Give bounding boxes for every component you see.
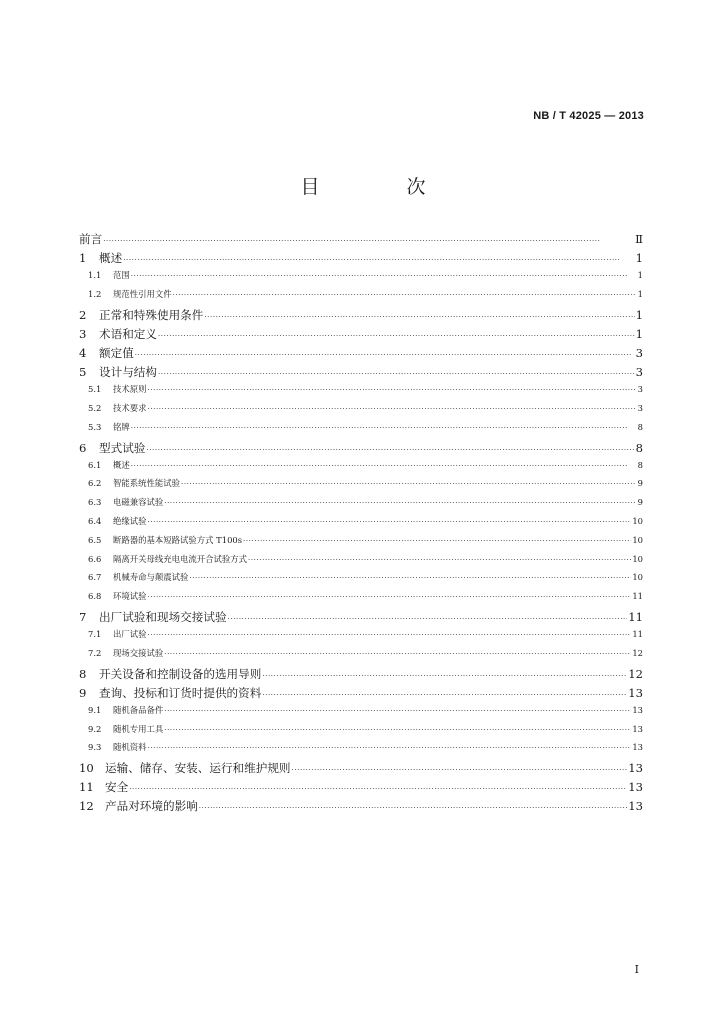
toc-entry-number: 6.8 <box>88 591 102 602</box>
toc-entry-number: 1.1 <box>88 270 102 281</box>
toc-subentry[interactable] <box>79 383 643 402</box>
toc-subentry[interactable] <box>79 402 643 421</box>
toc-entry-page: 8 <box>635 440 643 455</box>
toc-entry-page: 8 <box>637 459 643 470</box>
toc-subentry[interactable] <box>79 571 643 590</box>
toc-entry[interactable] <box>79 760 643 779</box>
toc-subentry[interactable] <box>79 496 643 515</box>
toc-entry-title: 概述 <box>99 251 123 266</box>
standard-number: NB / T 42025 — 2013 <box>533 110 644 122</box>
dot-leader <box>123 256 634 264</box>
toc-entry-title: 隔离开关母线充电电流开合试验方式 <box>113 553 247 564</box>
toc-entry-page: 1 <box>635 307 643 322</box>
toc-entry-page: 10 <box>632 516 643 527</box>
toc-subentry[interactable] <box>79 477 643 496</box>
toc-entry-number: 6 <box>79 440 87 455</box>
dot-leader <box>248 556 631 564</box>
toc-entry-page: 3 <box>635 365 643 380</box>
toc-entry-number: 11 <box>79 780 94 795</box>
toc-entry[interactable] <box>79 440 643 459</box>
dot-leader <box>103 237 634 245</box>
toc-entry-page: 13 <box>628 685 643 700</box>
page-number: I <box>634 963 639 976</box>
toc-entry-number: 12 <box>79 799 94 814</box>
toc-entry-page: 3 <box>637 402 643 413</box>
toc-entry-title: 概述 <box>113 459 130 470</box>
toc-entry-title: 查询、投标和订货时提供的资料 <box>99 685 262 700</box>
toc-entry-number: 6.4 <box>88 516 102 527</box>
dot-leader <box>158 332 635 340</box>
toc-entry-title: 规范性引用文件 <box>113 288 172 299</box>
toc-entry-title: 环境试验 <box>113 591 147 602</box>
toc-entry[interactable] <box>79 231 643 250</box>
toc-entry-title: 前言 <box>79 232 103 246</box>
toc-entry-number: 6.2 <box>88 478 102 489</box>
toc-entry-number: 9 <box>79 685 87 700</box>
toc-entry-number: 6.1 <box>88 459 102 470</box>
toc-entry-page: 10 <box>632 572 643 583</box>
toc-subentry[interactable] <box>79 515 643 534</box>
toc-entry[interactable] <box>79 685 643 704</box>
toc-entry-number: 5 <box>79 365 87 380</box>
toc-entry-page: 13 <box>628 799 643 814</box>
dot-leader <box>164 499 636 507</box>
toc-entry[interactable] <box>79 364 643 383</box>
toc-entry-number: 1.2 <box>88 288 102 299</box>
toc-entry-number: 8 <box>79 666 87 681</box>
toc-subentry[interactable] <box>79 421 643 440</box>
dot-leader <box>164 726 631 734</box>
toc-entry-title: 智能系统性能试验 <box>113 478 180 489</box>
dot-leader <box>135 351 635 359</box>
toc-entry-title: 机械寿命与颠震试验 <box>113 572 189 583</box>
toc-entry-number: 6.5 <box>88 534 102 545</box>
toc-entry-page: 1 <box>635 326 643 341</box>
toc-entry-title: 额定值 <box>99 345 134 360</box>
dot-leader <box>131 462 636 470</box>
toc-entry-number: 9.3 <box>88 742 102 753</box>
toc-entry-title: 运输、储存、安装、运行和维护规则 <box>105 761 291 776</box>
toc-entry[interactable] <box>79 779 643 798</box>
dot-leader <box>131 272 636 280</box>
toc-entry-page: 3 <box>637 384 643 395</box>
toc-entry-number: 4 <box>79 345 87 360</box>
toc-entry-page: 12 <box>632 647 643 658</box>
table-of-contents <box>79 231 643 818</box>
toc-entry-number: 7.2 <box>88 647 102 658</box>
toc-entry-page: 11 <box>632 591 643 602</box>
dot-leader <box>243 537 631 545</box>
toc-entry-number: 5.2 <box>88 402 102 413</box>
toc-entry-title: 随机资料 <box>113 742 147 753</box>
dot-leader <box>173 291 636 299</box>
toc-entry-page: 9 <box>637 497 643 508</box>
toc-entry-page: 9 <box>637 478 643 489</box>
toc-entry-title: 产品对环境的影响 <box>105 799 198 814</box>
toc-entry-title: 术语和定义 <box>99 326 157 341</box>
toc-entry-title: 断路器的基本短路试验方式 T100s <box>113 534 243 545</box>
toc-entry-page: 13 <box>632 704 643 715</box>
toc-entry-page: 12 <box>628 666 643 681</box>
toc-entry-number: 6.3 <box>88 497 102 508</box>
toc-entry-page: 1 <box>637 270 643 281</box>
toc-entry-title: 设计与结构 <box>99 365 157 380</box>
toc-entry-number: 6.7 <box>88 572 102 583</box>
toc-subentry[interactable] <box>79 723 643 742</box>
dot-leader <box>262 672 627 680</box>
toc-entry-page: 10 <box>632 553 643 564</box>
toc-entry-number: 9.1 <box>88 704 102 715</box>
toc-subentry[interactable] <box>79 590 643 609</box>
toc-entry[interactable] <box>79 798 643 817</box>
toc-entry-title: 正常和特殊使用条件 <box>99 307 204 322</box>
toc-entry[interactable] <box>79 307 643 326</box>
toc-entry-page: Ⅱ <box>635 232 643 246</box>
toc-entry-page: 10 <box>632 534 643 545</box>
toc-entry[interactable] <box>79 326 643 345</box>
toc-title: 目 次 <box>300 176 460 198</box>
dot-leader <box>148 518 632 526</box>
toc-subentry[interactable] <box>79 269 643 288</box>
dot-leader <box>181 480 636 488</box>
dot-leader <box>164 707 631 715</box>
dot-leader <box>129 785 627 793</box>
toc-entry-page: 3 <box>635 345 643 360</box>
dot-leader <box>158 370 635 378</box>
dot-leader <box>189 574 631 582</box>
toc-subentry[interactable] <box>79 288 643 307</box>
toc-entry-title: 铭牌 <box>113 421 130 432</box>
toc-entry-number: 2 <box>79 307 87 322</box>
toc-entry-page: 13 <box>628 761 643 776</box>
toc-entry-number: 5.1 <box>88 384 102 395</box>
toc-entry-page: 8 <box>637 421 643 432</box>
toc-entry-title: 技术要求 <box>113 402 147 413</box>
toc-entry[interactable] <box>79 250 643 269</box>
toc-entry-title: 型式试验 <box>99 440 146 455</box>
dot-leader <box>148 593 632 601</box>
toc-subentry[interactable] <box>79 459 643 478</box>
toc-subentry[interactable] <box>79 647 643 666</box>
toc-entry-page: 13 <box>632 742 643 753</box>
dot-leader <box>199 804 627 812</box>
toc-entry-page: 1 <box>637 288 643 299</box>
toc-entry-number: 7 <box>79 610 87 625</box>
toc-entry[interactable] <box>79 609 643 628</box>
toc-entry[interactable] <box>79 666 643 685</box>
dot-leader <box>148 386 637 394</box>
dot-leader <box>262 691 627 699</box>
toc-entry-number: 10 <box>79 761 94 776</box>
toc-entry-number: 6.6 <box>88 553 102 564</box>
toc-subentry[interactable] <box>79 534 643 553</box>
toc-entry-number: 3 <box>79 326 87 341</box>
toc-subentry[interactable] <box>79 553 643 572</box>
toc-entry-title: 出厂试验 <box>113 629 147 640</box>
dot-leader <box>228 615 628 623</box>
toc-entry-number: 7.1 <box>88 629 102 640</box>
toc-entry-number: 1 <box>79 251 87 266</box>
toc-entry-title: 安全 <box>105 780 129 795</box>
dot-leader <box>131 424 636 432</box>
toc-entry-title: 开关设备和控制设备的选用导则 <box>99 666 262 681</box>
toc-entry-title: 随机备品备件 <box>113 704 164 715</box>
dot-leader <box>148 631 632 639</box>
dot-leader <box>292 766 628 774</box>
dot-leader <box>148 744 632 752</box>
toc-entry[interactable] <box>79 345 643 364</box>
toc-entry-page: 13 <box>632 723 643 734</box>
toc-entry-title: 随机专用工具 <box>113 723 164 734</box>
toc-entry-page: 1 <box>635 251 643 266</box>
toc-entry-page: 13 <box>628 780 643 795</box>
toc-entry-number: 5.3 <box>88 421 102 432</box>
toc-entry-title: 绝缘试验 <box>113 516 147 527</box>
toc-entry-number: 9.2 <box>88 723 102 734</box>
dot-leader <box>164 650 631 658</box>
toc-entry-page: 11 <box>628 610 643 625</box>
toc-subentry[interactable] <box>79 741 643 760</box>
dot-leader <box>146 446 634 454</box>
toc-entry-page: 11 <box>632 629 643 640</box>
toc-entry-title: 现场交接试验 <box>113 647 164 658</box>
dot-leader <box>148 405 637 413</box>
toc-entry-title: 出厂试验和现场交接试验 <box>99 610 227 625</box>
toc-entry-title: 技术原则 <box>113 384 147 395</box>
toc-entry-title: 范围 <box>113 270 130 281</box>
toc-subentry[interactable] <box>79 704 643 723</box>
dot-leader <box>204 313 634 321</box>
toc-subentry[interactable] <box>79 628 643 647</box>
toc-entry-title: 电磁兼容试验 <box>113 497 164 508</box>
